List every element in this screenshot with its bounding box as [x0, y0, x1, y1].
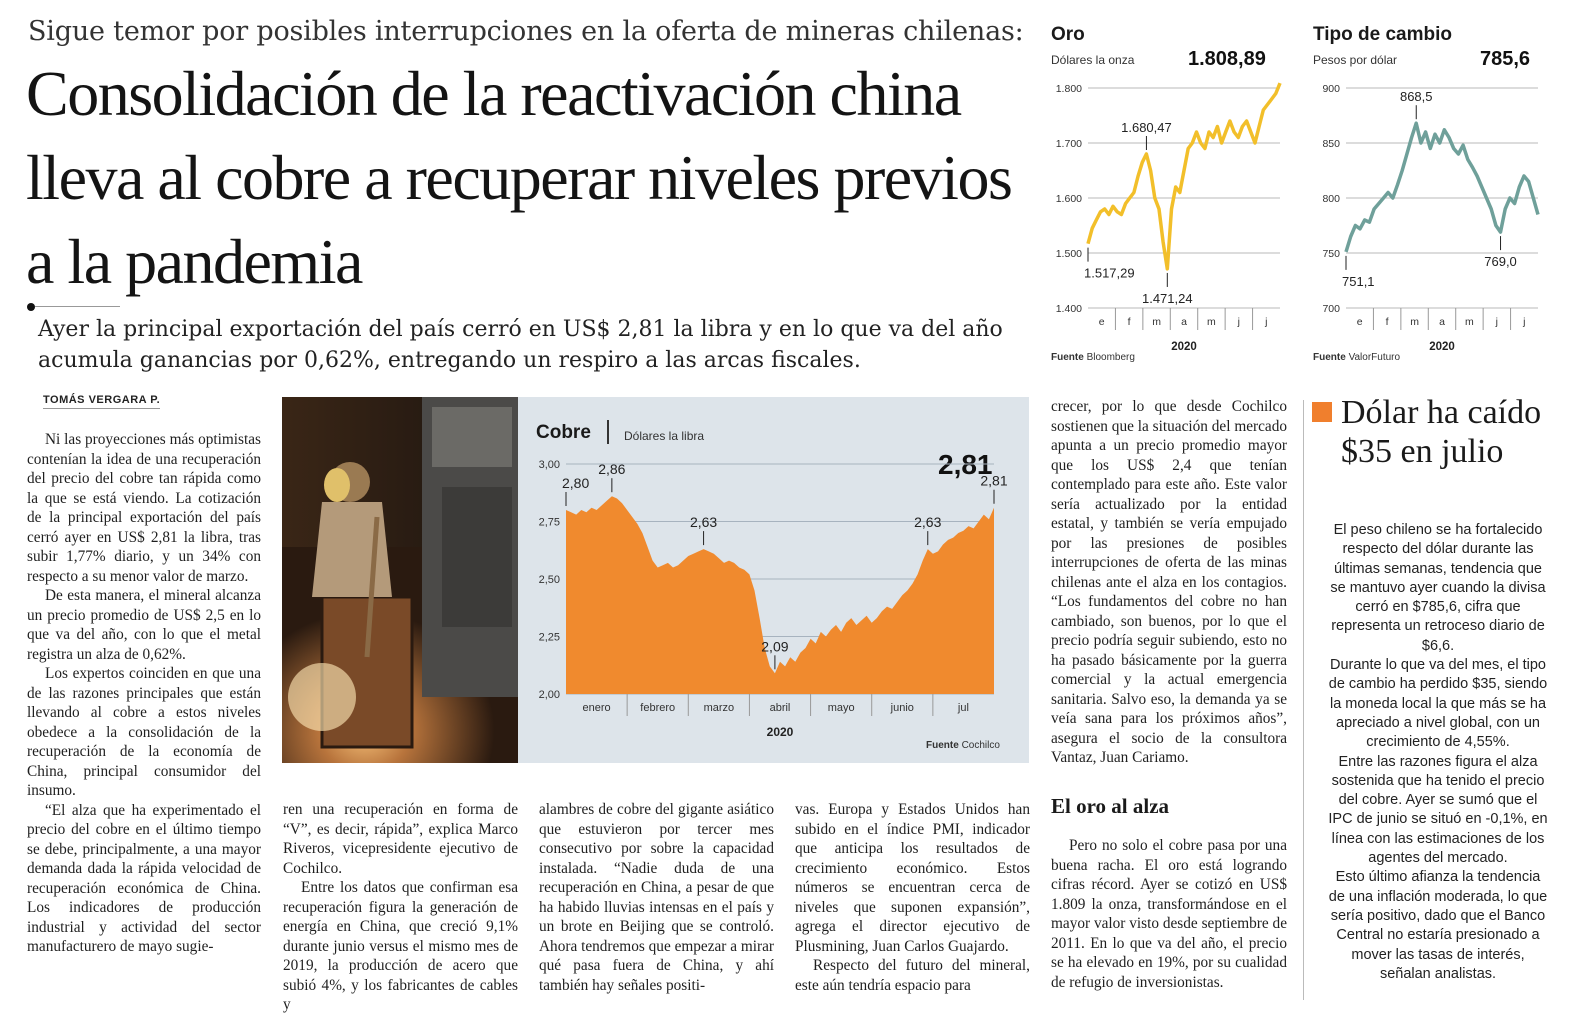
- annotation-label: 868,5: [1399, 89, 1433, 105]
- x-tick-label: febrero: [640, 702, 676, 714]
- cobre-chart: [518, 452, 1018, 752]
- annotation-label: 2,63: [914, 514, 942, 531]
- oro-source: Fuente Bloomberg: [1051, 352, 1135, 363]
- body-column-5a: [1051, 397, 1287, 768]
- x-tick-label: abril: [769, 702, 791, 714]
- y-tick-label: 750: [1322, 248, 1340, 260]
- x-tick-label: junio: [890, 702, 914, 714]
- rule-dot: [27, 303, 35, 311]
- x-tick-label: jul: [957, 702, 969, 714]
- annotation-label: 2,81: [980, 472, 1008, 489]
- cobre-source: Fuente Cochilco: [926, 740, 1000, 751]
- y-tick-label: 2,50: [538, 574, 560, 586]
- annotation-label: 1.471,24: [1141, 290, 1193, 306]
- paragraph: alambres de cobre del gigante asiático que estuvieron por tercer mes consecutivo por sobre la capacidad instalada. “Nadie duda de una recuperación en China, a pesar de que ha habido lluvias intensas en el país y un brote en Beijing que se controló. Ahora tendremos que empezar a mirar qué pasa fuera de China, y ahí también hay señales positi-: [539, 801, 774, 994]
- y-tick-label: 1.500: [1055, 248, 1082, 260]
- body-column-5b: [1051, 836, 1287, 992]
- x-tick-label: m: [1207, 316, 1216, 328]
- oro-chart-title: Oro: [1051, 24, 1085, 45]
- photo-chart-box: [282, 397, 1029, 763]
- kicker: Sigue temor por posibles interrupciones en la oferta de mineras chilenas:: [28, 16, 1024, 47]
- annotation-label: 1.680,47: [1121, 120, 1172, 135]
- y-tick-label: 850: [1322, 138, 1340, 150]
- column-divider: [1303, 400, 1304, 1000]
- paragraph: Ni las proyecciones más optimistas contenían la idea de una recuperación del precio del cobre tan rápida como la que se está viendo. La cotización de la principal exportación del país cerró ayer en US$ 2,81 la libra, tras subir 1,77% diario, y un 34% con respecto a su menor valor de marzo.: [27, 431, 261, 585]
- x-axis-label: 2020: [1171, 341, 1197, 353]
- annotation-label: 2,86: [598, 461, 626, 478]
- tipo-cambio-chart: [1308, 76, 1548, 356]
- annotation-label: 2,80: [562, 475, 590, 491]
- y-tick-label: 900: [1322, 83, 1340, 95]
- x-tick-label: m: [1152, 316, 1161, 328]
- sidebar-title: Dólar ha caído $35 en julio: [1341, 394, 1542, 470]
- y-tick-label: 2,00: [538, 689, 560, 701]
- x-tick-label: j: [1265, 316, 1268, 328]
- annotation-label: 769,0: [1484, 254, 1517, 270]
- sidebar-accent-square: [1312, 402, 1332, 422]
- paragraph: Los expertos coinciden en que una de las razones principales que están llevando al cobre a estos niveles obedece a la consolidación de la recuperación de la economía de China, principal consumidor del insumo.: [27, 665, 261, 799]
- cobre-title-divider: [607, 420, 609, 444]
- x-axis-label: 2020: [766, 725, 794, 739]
- paragraph: Pero no solo el cobre pasa por una buena racha. El oro está logrando cifras récord. Ayer se cotizó en US$ 1.809 la onza, transformándose en el mayor valor visto desde septiembre de 2011. En lo que va del año, el precio se ha elevado en 19%, por su cualidad de refugio de inversionistas.: [1051, 837, 1287, 991]
- y-tick-label: 700: [1322, 303, 1340, 315]
- sidebar-body: [1328, 521, 1548, 984]
- deck: Ayer la principal exportación del país cerró en US$ 2,81 la libra y en lo que va del año acumula ganancias por 0,62%, entregando un respiro a las arcas fiscales.: [38, 317, 1003, 373]
- x-tick-label: e: [1098, 316, 1105, 328]
- body-column-2: [283, 800, 518, 1015]
- x-tick-label: j: [1495, 316, 1499, 328]
- x-tick-label: m: [1410, 316, 1419, 328]
- paragraph: Entre las razones figura el alza sostenida que ha tenido el precio del cobre. Ayer se sumó que el IPC de junio se situó en -0,1%, en línea con las estimaciones de los agentes del mercado.: [1328, 753, 1548, 867]
- paragraph: Durante lo que va del mes, el tipo de cambio ha perdido $35, siendo la moneda local la que más se ha apreciado a nivel global, con un crecimiento de 4,55%.: [1328, 657, 1548, 751]
- x-tick-label: e: [1356, 316, 1363, 328]
- body-column-3: [539, 800, 774, 995]
- y-tick-label: 1.800: [1055, 83, 1082, 95]
- paragraph: ren una recuperación en forma de “V”, es decir, rápida”, explica Marco Riveros, vicepresidente ejecutivo de Cochilco.: [283, 801, 518, 877]
- byline: TOMÁS VERGARA P.: [43, 394, 160, 409]
- x-tick-label: a: [1181, 316, 1187, 328]
- x-tick-label: enero: [582, 702, 611, 714]
- y-tick-label: 1.400: [1055, 303, 1082, 315]
- headline: Consolidación de la reactivación china lleva al cobre a recuperar niveles previos a la pandemia: [26, 58, 1012, 297]
- annotation-label: 2,09: [761, 638, 789, 655]
- subhead-oro: El oro al alza: [1051, 794, 1170, 818]
- price-line-series: [1088, 83, 1280, 269]
- x-tick-label: a: [1439, 316, 1445, 328]
- tipo-cambio-source: Fuente ValorFuturo: [1313, 352, 1401, 363]
- miner-photo: [282, 397, 518, 763]
- cobre-chart-title: Cobre: [536, 422, 591, 443]
- paragraph: vas. Europa y Estados Unidos han subido en el índice PMI, indicador que anticipa los resultados de crecimiento económico. Estos números se encuentran cerca de niveles que suponen expansión”, agrega el director ejecutivo de Plusmining, Juan Carlos Guajardo.: [795, 801, 1030, 955]
- cobre-chart-subtitle: Dólares la libra: [624, 429, 705, 443]
- y-tick-label: 800: [1322, 193, 1340, 205]
- paragraph: “El alza que ha experimentado el precio del cobre en el último tiempo se debe, principalmente, a una mayor demanda dada la rápida velocidad de recuperación económica de China. Los indicadores de producción industrial y actividad del sector manufacturero de mayo sugie-: [27, 801, 261, 955]
- tipo-cambio-chart-title: Tipo de cambio: [1313, 24, 1453, 45]
- tipo-cambio-headline-value: 785,6: [1480, 48, 1531, 70]
- paragraph: El peso chileno se ha fortalecido respecto del dólar durante las últimas semanas, tendencia que se mantuvo ayer cuando la divisa cerró en $785,6, cifra que representa un retroceso diario de $6,6.: [1330, 522, 1546, 654]
- paragraph: De esta manera, el mineral alcanza un precio promedio de US$ 2,5 en lo que va del año, con lo que el metal registra un alza de 0,62%.: [27, 587, 261, 663]
- oro-chart-subtitle: Dólares la onza: [1051, 53, 1135, 67]
- x-tick-label: f: [1127, 316, 1131, 328]
- y-tick-label: 2,25: [538, 631, 560, 644]
- body-column-4: [795, 800, 1030, 995]
- paragraph: Esto último afianza la tendencia de una inflación moderada, lo que sería positivo, dado que el Banco Central no estaría presionado a mover las tasas de interés, señalan analistas.: [1328, 869, 1548, 982]
- x-tick-label: marzo: [703, 702, 735, 714]
- body-column-1: [27, 430, 261, 957]
- x-axis-label: 2020: [1429, 341, 1455, 353]
- paragraph: Entre los datos que confirman esa recuperación figura la generación de energía en China, que creció 9,1% durante junio versus el mismo mes de 2019, la producción de acero que subió 4%, y los fabricantes de cables y: [283, 879, 518, 1013]
- cobre-headline-value: 2,81: [938, 449, 993, 480]
- annotation-label: 751,1: [1342, 273, 1375, 289]
- x-tick-label: mayo: [827, 702, 855, 714]
- x-tick-label: j: [1523, 316, 1526, 328]
- annotation-label: 1.517,29: [1084, 265, 1135, 281]
- oro-chart: [1048, 76, 1288, 356]
- paragraph: Respecto del futuro del mineral, este aún tendría espacio para: [795, 957, 1030, 994]
- tipo-cambio-chart-subtitle: Pesos por dólar: [1313, 53, 1398, 67]
- y-tick-label: 3,00: [538, 459, 560, 471]
- y-tick-label: 2,75: [538, 516, 560, 529]
- oro-headline-value: 1.808,89: [1188, 48, 1266, 70]
- x-tick-label: j: [1237, 316, 1241, 328]
- rule-line: [35, 306, 120, 307]
- x-tick-label: f: [1385, 316, 1389, 328]
- paragraph: crecer, por lo que desde Cochilco sostienen que la situación del mercado apunta a un precio promedio mayor que los US$ 2,4 que tenían contemplado para este año. Este valor sería actualizado por la entidad estatal, y también se vería empujado por las presiones de posibles interrupciones de oferta de las minas chilenas ante el alza en los contagios. “Los fundamentos del cobre no han cambiado, son buenos, por lo que el precio podría seguir subiendo, esto no ha pasado básicamente por la guerra comercial y la actual emergencia sanitaria. Salvo eso, la demanda ya se veía sana para los próximos años”, asegura el socio de la consultora Vantaz, Juan Cariamo.: [1051, 398, 1287, 766]
- x-tick-label: m: [1465, 316, 1474, 328]
- annotation-label: 2,63: [689, 514, 718, 531]
- y-tick-label: 1.700: [1055, 138, 1082, 150]
- y-tick-label: 1.600: [1055, 193, 1082, 205]
